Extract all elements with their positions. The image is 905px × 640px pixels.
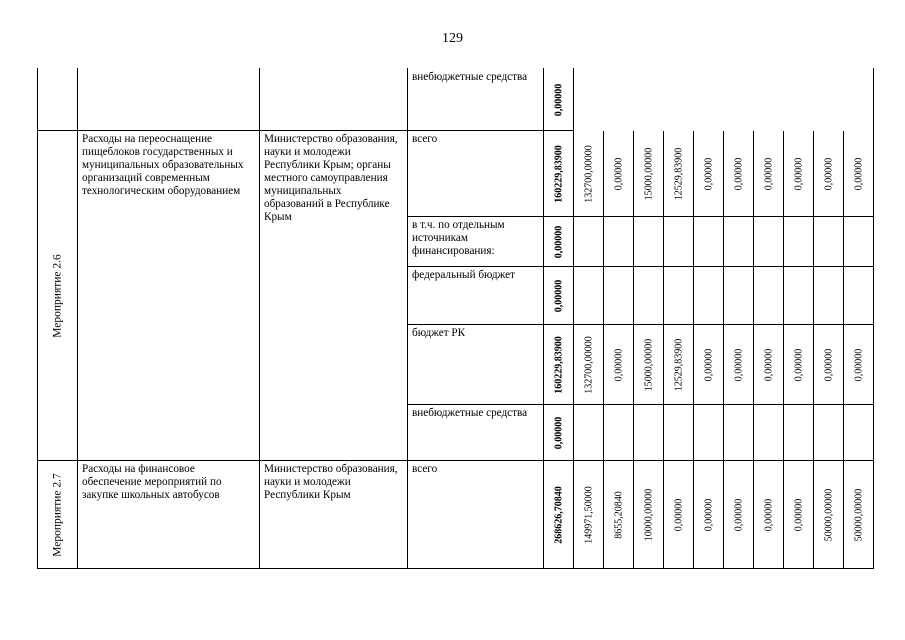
empty-cell: [784, 405, 814, 461]
year-value: 132700,00000: [574, 325, 604, 405]
year-value: 0,00000: [724, 461, 754, 569]
empty-cell: [844, 217, 874, 267]
empty-cell: [754, 405, 784, 461]
empty-cell: [694, 217, 724, 267]
year-value: 12529,83900: [664, 325, 694, 405]
year-value: 0,00000: [814, 131, 844, 217]
empty-cell: [844, 405, 874, 461]
empty-cell: [724, 267, 754, 325]
empty-cell: [754, 267, 784, 325]
year-value: 0,00000: [754, 325, 784, 405]
empty-cell: [634, 217, 664, 267]
funding-source: бюджет РК: [408, 325, 544, 405]
empty-cell: [814, 405, 844, 461]
measure-label: Мероприятие 2.7: [38, 461, 78, 569]
empty-cell: [664, 405, 694, 461]
total-value: 0,00000: [544, 69, 574, 131]
carry-over-executor-cell: [260, 69, 408, 131]
year-value: 0,00000: [724, 131, 754, 217]
year-value: 0,00000: [724, 325, 754, 405]
year-value: 0,00000: [784, 461, 814, 569]
table-row: [38, 131, 874, 217]
year-value: 0,00000: [604, 131, 634, 217]
funding-source: всего: [408, 461, 544, 569]
year-value: 12529,83900: [664, 131, 694, 217]
empty-cell: [664, 217, 694, 267]
empty-cell: [574, 405, 604, 461]
funding-source: в т.ч. по отдельным источникам финансирования:: [408, 217, 544, 267]
year-value: 0,00000: [694, 325, 724, 405]
carry-over-label-cell: [38, 69, 78, 131]
year-value: 15000,00000: [634, 131, 664, 217]
empty-cell: [724, 217, 754, 267]
year-value: 0,00000: [784, 131, 814, 217]
year-value: 8655,20840: [604, 461, 634, 569]
empty-cell: [604, 69, 634, 131]
page-number: 129: [442, 31, 463, 46]
measure-executor: Министерство образования, науки и молодежи Республики Крым: [260, 461, 408, 569]
empty-cell: [664, 69, 694, 131]
year-value: 132700,00000: [574, 131, 604, 217]
measure-title: Расходы на переоснащение пищеблоков государственных и муниципальных образовательных организаций современным технологическим оборудованием: [78, 131, 260, 461]
total-value: 0,00000: [544, 405, 574, 461]
empty-cell: [844, 69, 874, 131]
empty-cell: [724, 405, 754, 461]
year-value: 0,00000: [694, 461, 724, 569]
year-value: 0,00000: [814, 325, 844, 405]
empty-cell: [784, 217, 814, 267]
year-value: 0,00000: [694, 131, 724, 217]
measure-title: Расходы на финансовое обеспечение мероприятий по закупке школьных автобусов: [78, 461, 260, 569]
empty-cell: [634, 405, 664, 461]
empty-cell: [604, 267, 634, 325]
empty-cell: [814, 217, 844, 267]
year-value: 0,00000: [844, 325, 874, 405]
empty-cell: [754, 69, 784, 131]
empty-cell: [574, 217, 604, 267]
total-value: 160229,83900: [544, 131, 574, 217]
empty-cell: [724, 69, 754, 131]
empty-cell: [574, 69, 604, 131]
empty-cell: [694, 405, 724, 461]
year-value: 149971,50000: [574, 461, 604, 569]
empty-cell: [604, 217, 634, 267]
empty-cell: [664, 267, 694, 325]
measure-label: Мероприятие 2.6: [38, 131, 78, 461]
empty-cell: [784, 267, 814, 325]
table-row: [38, 461, 874, 569]
funding-source: внебюджетные средства: [408, 405, 544, 461]
budget-table: [37, 68, 874, 569]
carry-over-row: [38, 69, 874, 131]
carry-over-title-cell: [78, 69, 260, 131]
empty-cell: [754, 217, 784, 267]
empty-cell: [604, 405, 634, 461]
empty-cell: [694, 267, 724, 325]
funding-source: внебюджетные средства: [408, 69, 544, 131]
year-value: 15000,00000: [634, 325, 664, 405]
year-value: 0,00000: [604, 325, 634, 405]
year-value: 50000,00000: [814, 461, 844, 569]
empty-cell: [814, 69, 844, 131]
empty-cell: [574, 267, 604, 325]
total-value: 0,00000: [544, 217, 574, 267]
year-value: 50000,00000: [844, 461, 874, 569]
funding-source: всего: [408, 131, 544, 217]
empty-cell: [694, 69, 724, 131]
total-value: 268626,70840: [544, 461, 574, 569]
year-value: 0,00000: [664, 461, 694, 569]
year-value: 0,00000: [844, 131, 874, 217]
empty-cell: [844, 267, 874, 325]
empty-cell: [814, 267, 844, 325]
empty-cell: [784, 69, 814, 131]
year-value: 0,00000: [754, 461, 784, 569]
funding-source: федеральный бюджет: [408, 267, 544, 325]
year-value: 0,00000: [754, 131, 784, 217]
total-value: 160229,83900: [544, 325, 574, 405]
measure-executor: Министерство образования, науки и молодежи Республики Крым; органы местного самоуправления муниципальных образований в Республике Крым: [260, 131, 408, 461]
empty-cell: [634, 69, 664, 131]
year-value: 10000,00000: [634, 461, 664, 569]
total-value: 0,00000: [544, 267, 574, 325]
empty-cell: [634, 267, 664, 325]
year-value: 0,00000: [784, 325, 814, 405]
